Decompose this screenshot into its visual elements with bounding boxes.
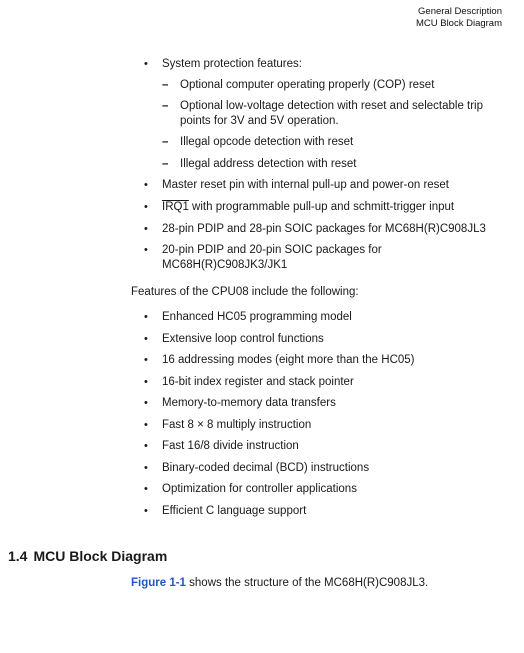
list-item-text: Illegal opcode detection with reset [180,136,354,148]
list-item-text: Illegal address detection with reset [180,158,357,170]
header-section: MCU Block Diagram [415,18,502,29]
bullet-icon: • [144,397,148,409]
list-item-text: Fast 8 × 8 multiply instruction [162,419,312,431]
list-item-text: 16 addressing modes (eight more than the HC05) [162,354,415,366]
bullet-icon: • [144,376,148,388]
bullet-icon: • [144,58,148,70]
header-chapter: General Description [418,6,502,17]
bullet-icon: • [144,223,148,235]
list-item-text [162,200,454,215]
list-item-text: Fast 16/8 divide instruction [162,440,299,452]
list-item-text: Efficient C language support [162,505,307,517]
dash-icon: – [162,158,169,170]
bullet-icon: • [144,201,148,213]
bullet-icon: • [144,311,148,323]
dash-icon: – [162,100,169,112]
irq-signal-name: IRQ1 [162,201,189,213]
figure-link[interactable]: Figure 1-1 [131,577,186,589]
bullet-icon: • [144,179,148,191]
section-heading [8,548,167,564]
list-item-text: Optional computer operating properly (COP) reset [180,79,435,91]
figure-reference-paragraph [131,577,428,589]
list-item-text: 20-pin PDIP and 20-pin SOIC packages for [162,244,382,256]
bullet-icon: • [144,333,148,345]
list-item-text: Optimization for controller applications [162,483,357,495]
list-item-text: System protection features: [162,58,302,70]
bullet-icon: • [144,244,148,256]
list-item-text: Master reset pin with internal pull-up and power-on reset [162,179,450,191]
cpu-features-intro: Features of the CPU08 include the following: [131,286,359,298]
bullet-icon: • [144,354,148,366]
dash-icon: – [162,79,169,91]
list-item-text: Binary-coded decimal (BCD) instructions [162,462,370,474]
list-item-text: Enhanced HC05 programming model [162,311,352,323]
bullet-icon: • [144,483,148,495]
figure-reference-text: shows the structure of the MC68H(R)C908JL3. [185,577,429,589]
section-number: 1.4 [8,548,28,564]
list-item-text: points for 3V and 5V operation. [180,115,339,127]
bullet-icon: • [144,505,148,517]
dash-icon: – [162,136,169,148]
list-item-text: 28-pin PDIP and 28-pin SOIC packages for MC68H(R)C908JL3 [162,223,486,235]
bullet-icon: • [144,419,148,431]
list-item-text: Memory-to-memory data transfers [162,397,336,409]
list-item-text: Extensive loop control functions [162,333,324,345]
list-item-text: 16-bit index register and stack pointer [162,376,354,388]
bullet-icon: • [144,462,148,474]
list-item-text: Optional low-voltage detection with reset and selectable trip [180,100,484,112]
section-title: MCU Block Diagram [33,548,168,564]
list-item-text-rest: with programmable pull-up and schmitt-trigger input [192,201,455,213]
bullet-icon: • [144,440,148,452]
list-item-text: MC68H(R)C908JK3/JK1 [162,259,288,271]
running-header [416,6,502,30]
